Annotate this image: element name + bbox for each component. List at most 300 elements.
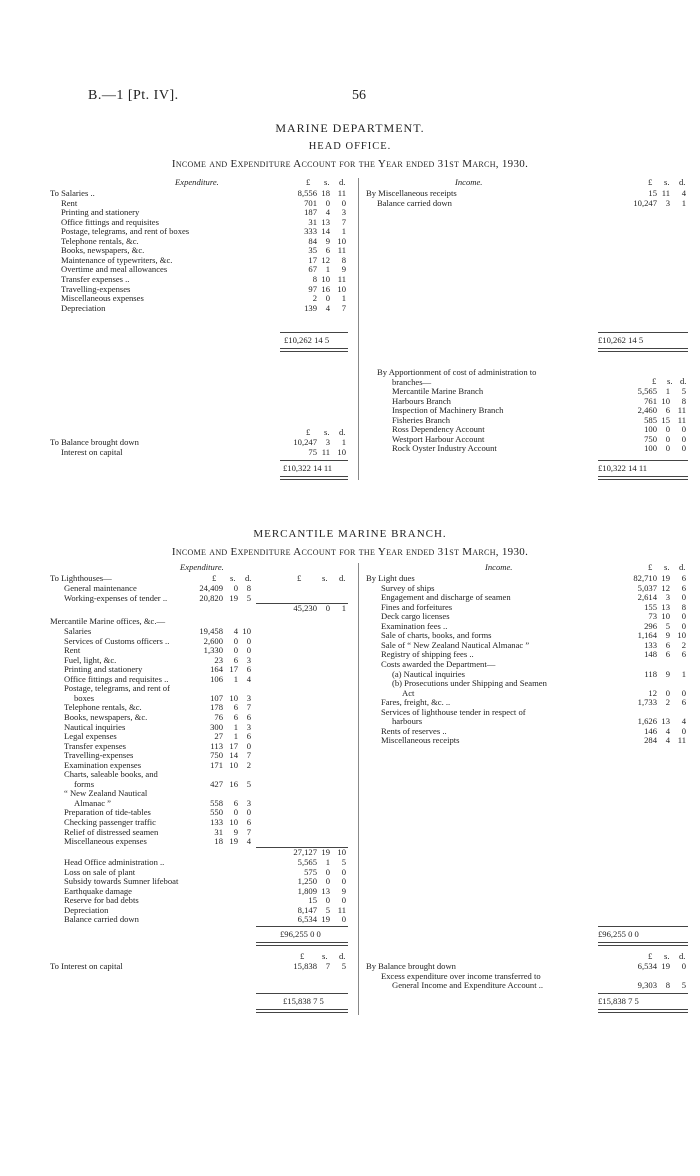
entry-label: Earthquake damage: [64, 885, 132, 896]
income-amount-pounds: 2,614: [637, 592, 657, 603]
department-title: MARINE DEPARTMENT.: [275, 121, 425, 135]
entry-amount-pence: 0: [341, 914, 346, 925]
entry-label: Office fittings and requisites ..: [64, 673, 169, 684]
entry-amount-pence: 3: [246, 692, 251, 703]
apportionment-amount-pence: 11: [677, 405, 686, 416]
currency-shilling-label: s.: [324, 177, 330, 187]
income-amount-pounds: 5,037: [637, 582, 657, 593]
entry-amount-shillings: 0: [325, 293, 330, 304]
currency-pence-label: d.: [679, 562, 686, 572]
entry-amount-shillings: 19: [321, 914, 330, 925]
apportionment-amount-shillings: 0: [665, 443, 670, 454]
entry-amount-pence: 8: [246, 583, 251, 593]
entry-amount-shillings: 9: [233, 826, 238, 837]
entry-amount-shillings: 12: [321, 254, 330, 265]
entry-amount-pence: 0: [246, 635, 251, 646]
income-amount-pounds: 148: [644, 649, 657, 660]
entry-amount-pounds: 75: [308, 446, 317, 457]
entry-amount-pounds: 701: [304, 197, 317, 208]
entry-amount-pounds: 8,556: [297, 188, 317, 198]
apportionment-amount-pounds: 5,565: [637, 386, 657, 396]
entry-amount-pounds: 6,534: [297, 914, 317, 925]
entry-amount-shillings: 16: [229, 778, 238, 789]
currency-pence-label: d.: [339, 951, 346, 961]
entry-amount-pounds: 133: [210, 817, 223, 827]
entry-amount-shillings: 10: [229, 759, 238, 770]
expenditure-heading: Expenditure.: [180, 562, 224, 572]
total-double-rule: [256, 1009, 348, 1013]
account-title: Income and Expenditure Account for the Year ended 31st March, 1930.: [171, 546, 529, 558]
entry-amount-pence: 10: [337, 446, 346, 457]
entry-amount-pounds: 5,565: [297, 857, 317, 867]
income-amount-shillings: 19: [661, 573, 670, 583]
income-amount-shillings: 9: [665, 630, 670, 641]
income-amount-pounds: 296: [644, 620, 657, 631]
apportionment-amount-pounds: 750: [644, 433, 657, 444]
entry-amount-shillings: 6: [233, 711, 238, 722]
entry-amount-pence: 10: [337, 235, 346, 246]
entry-amount-pence: 7: [341, 216, 346, 227]
lighthouses-heading: To Lighthouses—: [50, 573, 112, 583]
apportionment-amount-pounds: 761: [644, 395, 657, 406]
entry-amount-shillings: 6: [233, 797, 238, 808]
income-label: By Light dues: [366, 573, 415, 583]
income-amount-pounds: 1,626: [637, 716, 657, 727]
entry-amount-pounds: 106: [210, 673, 223, 684]
entry-label: Travelling-expenses: [61, 283, 131, 294]
entry-amount-pounds: 107: [210, 692, 223, 703]
entry-amount-pounds: 113: [210, 740, 223, 751]
entry-amount-pence: 6: [246, 664, 251, 675]
entry-amount-pence: 7: [341, 302, 346, 313]
currency-shilling-label: s.: [324, 427, 330, 437]
entry-label: Balance carried down: [377, 197, 452, 208]
entry-amount-shillings: 19: [229, 592, 238, 603]
total-rule: [598, 993, 688, 994]
entry-amount-pounds: 15,838: [293, 961, 317, 971]
income-amount-pounds: 1,164: [637, 630, 657, 641]
entry-amount-pounds: 20,820: [199, 592, 223, 603]
entry-amount-pounds: 139: [304, 302, 317, 313]
total-double-rule: [280, 476, 348, 480]
entry-amount-shillings: 7: [325, 961, 330, 971]
entry-label: Relief of distressed seamen: [64, 826, 159, 837]
entry-amount-pence: 9: [341, 885, 346, 896]
total-rule: [256, 926, 348, 927]
entry-amount-shillings: 0: [233, 645, 238, 656]
apportionment-amount-pounds: 100: [644, 443, 657, 454]
entry-amount-pounds: 24,409: [199, 583, 223, 593]
entry-amount-shillings: 11: [321, 446, 330, 457]
offices-total-pounds: 27,127: [293, 847, 317, 857]
currency-pence-label: d.: [339, 177, 346, 187]
entry-label: Overtime and meal allowances: [61, 264, 168, 275]
entry-amount-shillings: 18: [321, 188, 330, 198]
income-amount-shillings: 0: [665, 687, 670, 698]
entry-amount-pounds: 550: [210, 807, 223, 818]
entry-amount-pence: 7: [246, 826, 251, 837]
income-amount-pence: 8: [681, 601, 686, 612]
total-rule: [256, 993, 348, 994]
entry-amount-shillings: 10: [229, 817, 238, 827]
currency-pence-label: d.: [679, 177, 686, 187]
entry-amount-shillings: 14: [229, 750, 238, 761]
entry-amount-pence: 1: [341, 437, 346, 447]
apportionment-amount-pounds: 585: [644, 414, 657, 425]
entry-amount-pence: 6: [246, 817, 251, 827]
income-amount-pounds: 133: [644, 639, 657, 650]
apportionment-amount-pounds: 2,460: [637, 405, 657, 416]
income-amount-pounds: 146: [644, 725, 657, 736]
apportionment-label: Mercantile Marine Branch: [392, 386, 484, 396]
income-amount-shillings: 6: [665, 639, 670, 650]
currency-shilling-label: s.: [667, 376, 673, 386]
apportionment-heading: By Apportionment of cost of administration to: [377, 367, 537, 377]
entry-amount-pence: 4: [681, 188, 686, 198]
entry-label: Office fittings and requisites: [61, 216, 159, 227]
column-divider: [358, 178, 359, 480]
income-total: £96,255 0 0: [598, 929, 639, 939]
entry-amount-pence: 11: [337, 904, 346, 915]
income-amount-pence: 6: [681, 582, 686, 593]
entry-label: General maintenance: [64, 583, 137, 593]
income-label: Survey of ships: [381, 582, 435, 593]
entry-amount-shillings: 0: [325, 895, 330, 906]
entry-label: Telephone rentals, &c.: [64, 702, 142, 713]
income-label: Costs awarded the Department—: [381, 658, 496, 669]
income-label: Act: [402, 687, 415, 698]
entry-label: Checking passenger traffic: [64, 817, 156, 827]
entry-amount-pounds: 15: [308, 895, 317, 906]
entry-amount-pounds: 23: [214, 654, 223, 665]
income-amount-pounds: 73: [648, 611, 657, 622]
currency-pound-label: £: [297, 573, 302, 583]
income-label: Rents of reserves ..: [381, 725, 447, 736]
entry-amount-pounds: 1,250: [297, 876, 317, 887]
entry-amount-shillings: 4: [325, 207, 330, 218]
entry-amount-pounds: 84: [308, 235, 317, 246]
entry-amount-pounds: 2,600: [203, 635, 223, 646]
income-amount-shillings: 13: [661, 601, 670, 612]
entry-amount-pence: 0: [246, 645, 251, 656]
entry-label: To Salaries ..: [50, 188, 95, 198]
entry-amount-pounds: 8: [312, 273, 317, 284]
entry-amount-pence: 0: [341, 197, 346, 208]
income-amount-shillings: 4: [665, 725, 670, 736]
entry-amount-pounds: 8,147: [297, 904, 317, 915]
lighthouses-total-shillings: 0: [325, 603, 330, 613]
lower-total: £15,838 7 5: [283, 996, 324, 1006]
entry-amount-pence: 1: [681, 197, 686, 208]
offices-heading: Mercantile Marine offices, &c.—: [50, 616, 166, 626]
expenditure-total: £10,262 14 5: [284, 335, 330, 345]
income-amount-pence: 4: [681, 716, 686, 727]
entry-amount-shillings: 10: [321, 273, 330, 284]
page-reference: B.—1 [Pt. IV].: [88, 88, 179, 103]
entry-amount-shillings: 19: [229, 836, 238, 847]
entry-label: Almanac ”: [74, 797, 111, 808]
entry-amount-shillings: 13: [321, 216, 330, 227]
total-double-rule: [280, 348, 348, 352]
entry-label: Salaries: [64, 626, 92, 636]
entry-amount-shillings: 14: [321, 226, 330, 237]
apportionment-label: Fisheries Branch: [392, 414, 450, 425]
income-amount-pounds: 284: [644, 735, 657, 746]
offices-total-shillings: 19: [321, 847, 330, 857]
entry-label: Examination expenses: [64, 759, 142, 770]
offices-total-pence: 10: [337, 847, 346, 857]
income-amount-pence: 0: [681, 620, 686, 631]
entry-amount-pence: 5: [341, 961, 346, 971]
entry-label: “ New Zealand Nautical: [64, 788, 148, 799]
entry-amount-shillings: 16: [321, 283, 330, 294]
entry-amount-pounds: 10,247: [293, 437, 317, 447]
entry-amount-pounds: 164: [210, 664, 223, 675]
apportionment-label: Rock Oyster Industry Account: [392, 443, 497, 454]
entry-amount-pence: 1: [341, 226, 346, 237]
entry-amount-shillings: 1: [233, 673, 238, 684]
income-total: £10,262 14 5: [598, 335, 644, 345]
income-amount-pence: 6: [681, 649, 686, 660]
entry-amount-pence: 5: [246, 592, 251, 603]
income-amount-shillings: 5: [665, 620, 670, 631]
income-amount-pounds: 118: [644, 668, 657, 679]
entry-label: Charts, saleable books, and: [64, 769, 158, 780]
entry-amount-shillings: 0: [325, 876, 330, 887]
entry-amount-pence: 3: [246, 654, 251, 665]
apportionment-amount-pence: 0: [681, 443, 686, 454]
entry-amount-pence: 3: [246, 797, 251, 808]
entry-label: Rent: [64, 645, 81, 656]
entry-amount-shillings: 19: [661, 961, 670, 971]
entry-amount-pence: 11: [337, 188, 346, 198]
entry-label: Postage, telegrams, and rent of: [64, 683, 170, 694]
lower-total: £10,322 14 11: [283, 463, 333, 473]
entry-amount-pence: 11: [337, 273, 346, 284]
entry-amount-shillings: 0: [233, 635, 238, 646]
entry-amount-pence: 7: [246, 702, 251, 713]
entry-label: To Interest on capital: [50, 961, 123, 971]
entry-amount-pence: 0: [246, 807, 251, 818]
entry-label: Maintenance of typewriters, &c.: [61, 254, 173, 265]
total-double-rule: [598, 1009, 688, 1013]
entry-amount-pounds: 575: [304, 866, 317, 877]
entry-label: Balance carried down: [64, 914, 139, 925]
income-amount-pence: 2: [681, 639, 686, 650]
entry-label: Postage, telegrams, and rent of boxes: [61, 226, 190, 237]
income-amount-shillings: 13: [661, 716, 670, 727]
income-amount-pence: 0: [681, 725, 686, 736]
entry-amount-pence: 0: [246, 740, 251, 751]
entry-amount-shillings: 6: [325, 245, 330, 256]
entry-amount-pence: 6: [246, 731, 251, 742]
income-amount-pence: 6: [681, 697, 686, 708]
entry-amount-shillings: 4: [233, 626, 238, 636]
entry-amount-pence: 8: [341, 254, 346, 265]
income-label: Deck cargo licenses: [381, 611, 450, 622]
entry-label: Rent: [61, 197, 78, 208]
entry-label: Miscellaneous expenses: [64, 836, 147, 847]
entry-label: Loss on sale of plant: [64, 866, 136, 877]
entry-label: Head Office administration ..: [64, 857, 165, 867]
entry-amount-pounds: 17: [308, 254, 317, 265]
entry-amount-shillings: 1: [233, 731, 238, 742]
entry-label: To Balance brought down: [50, 437, 139, 447]
currency-pound-label: £: [306, 177, 311, 187]
entry-amount-shillings: 11: [661, 188, 670, 198]
entry-amount-pence: 5: [246, 778, 251, 789]
income-amount-shillings: 4: [665, 735, 670, 746]
entry-amount-pounds: 1,809: [297, 885, 317, 896]
income-amount-pence: 0: [681, 611, 686, 622]
entry-amount-pounds: 31: [308, 216, 317, 227]
entry-amount-pounds: 187: [304, 207, 317, 218]
currency-shilling-label: s.: [664, 562, 670, 572]
entry-amount-pounds: 19,458: [199, 626, 223, 636]
entry-label: Subsidy towards Sumner lifeboat: [64, 876, 179, 887]
entry-amount-pence: 6: [246, 711, 251, 722]
income-label: Engagement and discharge of seamen: [381, 592, 511, 603]
entry-amount-shillings: 1: [233, 721, 238, 732]
apportionment-amount-pence: 5: [681, 386, 686, 396]
entry-amount-pounds: 10,247: [633, 197, 657, 208]
income-label: Fines and forfeitures: [381, 601, 453, 612]
entry-label: Telephone rentals, &c.: [61, 235, 139, 246]
expenditure-heading: Expenditure.: [175, 177, 219, 187]
currency-pence-label: d.: [680, 376, 687, 386]
income-label: harbours: [392, 716, 423, 727]
entry-amount-shillings: 0: [233, 583, 238, 593]
entry-label: General Income and Expenditure Account ..: [392, 980, 544, 991]
entry-label: Transfer expenses: [64, 740, 126, 751]
entry-amount-shillings: 13: [321, 885, 330, 896]
income-label: Examination fees ..: [381, 620, 448, 631]
entry-label: Books, newspapers, &c.: [61, 245, 145, 256]
currency-shilling-label: s.: [664, 951, 670, 961]
lighthouses-total-pence: 1: [341, 603, 346, 613]
entry-amount-pounds: 1,330: [203, 645, 223, 656]
lighthouses-total-pounds: 45,230: [293, 603, 317, 613]
total-rule: [598, 926, 688, 927]
income-amount-pounds: 12: [648, 687, 657, 698]
income-amount-shillings: 2: [665, 697, 670, 708]
total-rule: [280, 332, 348, 333]
currency-shilling-label: s.: [322, 951, 328, 961]
entry-label: Nautical inquiries: [64, 721, 126, 732]
total-double-rule: [598, 476, 688, 480]
income-amount-pence: 6: [681, 573, 686, 583]
apportionment-label: Westport Harbour Account: [392, 433, 485, 444]
entry-amount-shillings: 6: [233, 654, 238, 665]
total-rule: [598, 332, 688, 333]
account-title: Income and Expenditure Account for the Year ended 31st March, 1930.: [171, 158, 529, 170]
expenditure-total: £96,255 0 0: [280, 929, 321, 939]
apportionment-amount-pence: 0: [681, 433, 686, 444]
total-double-rule: [256, 942, 348, 946]
lower-total: £10,322 14 11: [598, 463, 648, 473]
income-amount-shillings: 3: [665, 592, 670, 603]
income-heading: Income.: [485, 562, 513, 572]
currency-shilling-label: s.: [322, 573, 328, 583]
entry-label: Preparation of tide-tables: [64, 807, 151, 818]
entry-amount-pounds: 333: [304, 226, 317, 237]
currency-pound-label: £: [306, 427, 311, 437]
entry-amount-pounds: 15: [648, 188, 657, 198]
entry-amount-pence: 3: [246, 721, 251, 732]
income-amount-pounds: 82,710: [633, 573, 657, 583]
total-rule: [598, 460, 688, 461]
entry-label: Printing and stationery: [61, 207, 140, 218]
entry-amount-pounds: 427: [210, 778, 223, 789]
currency-shilling-label: s.: [664, 177, 670, 187]
entry-amount-pence: 7: [246, 750, 251, 761]
entry-amount-pence: 4: [246, 836, 251, 847]
entry-amount-shillings: 3: [325, 437, 330, 447]
entry-label: Interest on capital: [61, 446, 123, 457]
income-label: Fares, freight, &c. ..: [381, 697, 451, 708]
entry-amount-pounds: 31: [214, 826, 223, 837]
column-divider: [358, 563, 359, 1015]
total-rule: [280, 460, 348, 461]
apportionment-label: Harbours Branch: [392, 395, 451, 406]
income-label: Sale of “ New Zealand Nautical Almanac ”: [381, 639, 530, 650]
entry-label: Reserve for bad debts: [64, 895, 139, 906]
income-amount-shillings: 9: [665, 668, 670, 679]
entry-amount-shillings: 0: [325, 197, 330, 208]
income-amount-pence: 0: [681, 592, 686, 603]
income-amount-pence: 0: [681, 687, 686, 698]
income-label: Miscellaneous receipts: [381, 735, 460, 746]
entry-amount-shillings: 10: [229, 692, 238, 703]
entry-amount-shillings: 6: [233, 702, 238, 713]
entry-label: Working-expenses of tender ..: [64, 592, 168, 603]
entry-amount-shillings: 0: [233, 807, 238, 818]
entry-label: Excess expenditure over income transferred to: [381, 970, 541, 981]
entry-label: Depreciation: [64, 904, 109, 915]
entry-amount-pounds: 67: [308, 264, 317, 275]
currency-pound-label: £: [648, 951, 653, 961]
entry-amount-pounds: 171: [210, 759, 223, 770]
entry-label: Transfer expenses ..: [61, 273, 130, 284]
entry-label: Books, newspapers, &c.: [64, 711, 148, 722]
currency-pound-label: £: [652, 376, 657, 386]
entry-label: Printing and stationery: [64, 664, 143, 675]
entry-amount-pence: 0: [341, 895, 346, 906]
entry-label: forms: [74, 778, 95, 789]
entry-amount-pence: 5: [681, 980, 686, 991]
entry-label: By Miscellaneous receipts: [366, 188, 457, 198]
income-amount-pence: 11: [677, 735, 686, 746]
currency-shilling-label: s.: [230, 573, 236, 583]
income-amount-pence: 10: [677, 630, 686, 641]
income-label: Registry of shipping fees ..: [381, 649, 474, 660]
income-amount-pence: 1: [681, 668, 686, 679]
currency-pence-label: d.: [245, 573, 252, 583]
entry-label: Travelling-expenses: [64, 750, 134, 761]
entry-amount-pence: 5: [341, 857, 346, 867]
entry-label: By Balance brought down: [366, 961, 456, 971]
page-number: 56: [352, 88, 366, 103]
income-label: (a) Nautical inquiries: [392, 668, 466, 679]
entry-amount-shillings: 0: [325, 866, 330, 877]
entry-amount-pounds: 27: [214, 731, 223, 742]
entry-amount-shillings: 8: [665, 980, 670, 991]
income-label: Sale of charts, books, and forms: [381, 630, 492, 641]
entry-amount-shillings: 1: [325, 264, 330, 275]
entry-amount-shillings: 17: [229, 664, 238, 675]
apportionment-label: Ross Dependency Account: [392, 424, 485, 435]
entry-amount-shillings: 9: [325, 235, 330, 246]
